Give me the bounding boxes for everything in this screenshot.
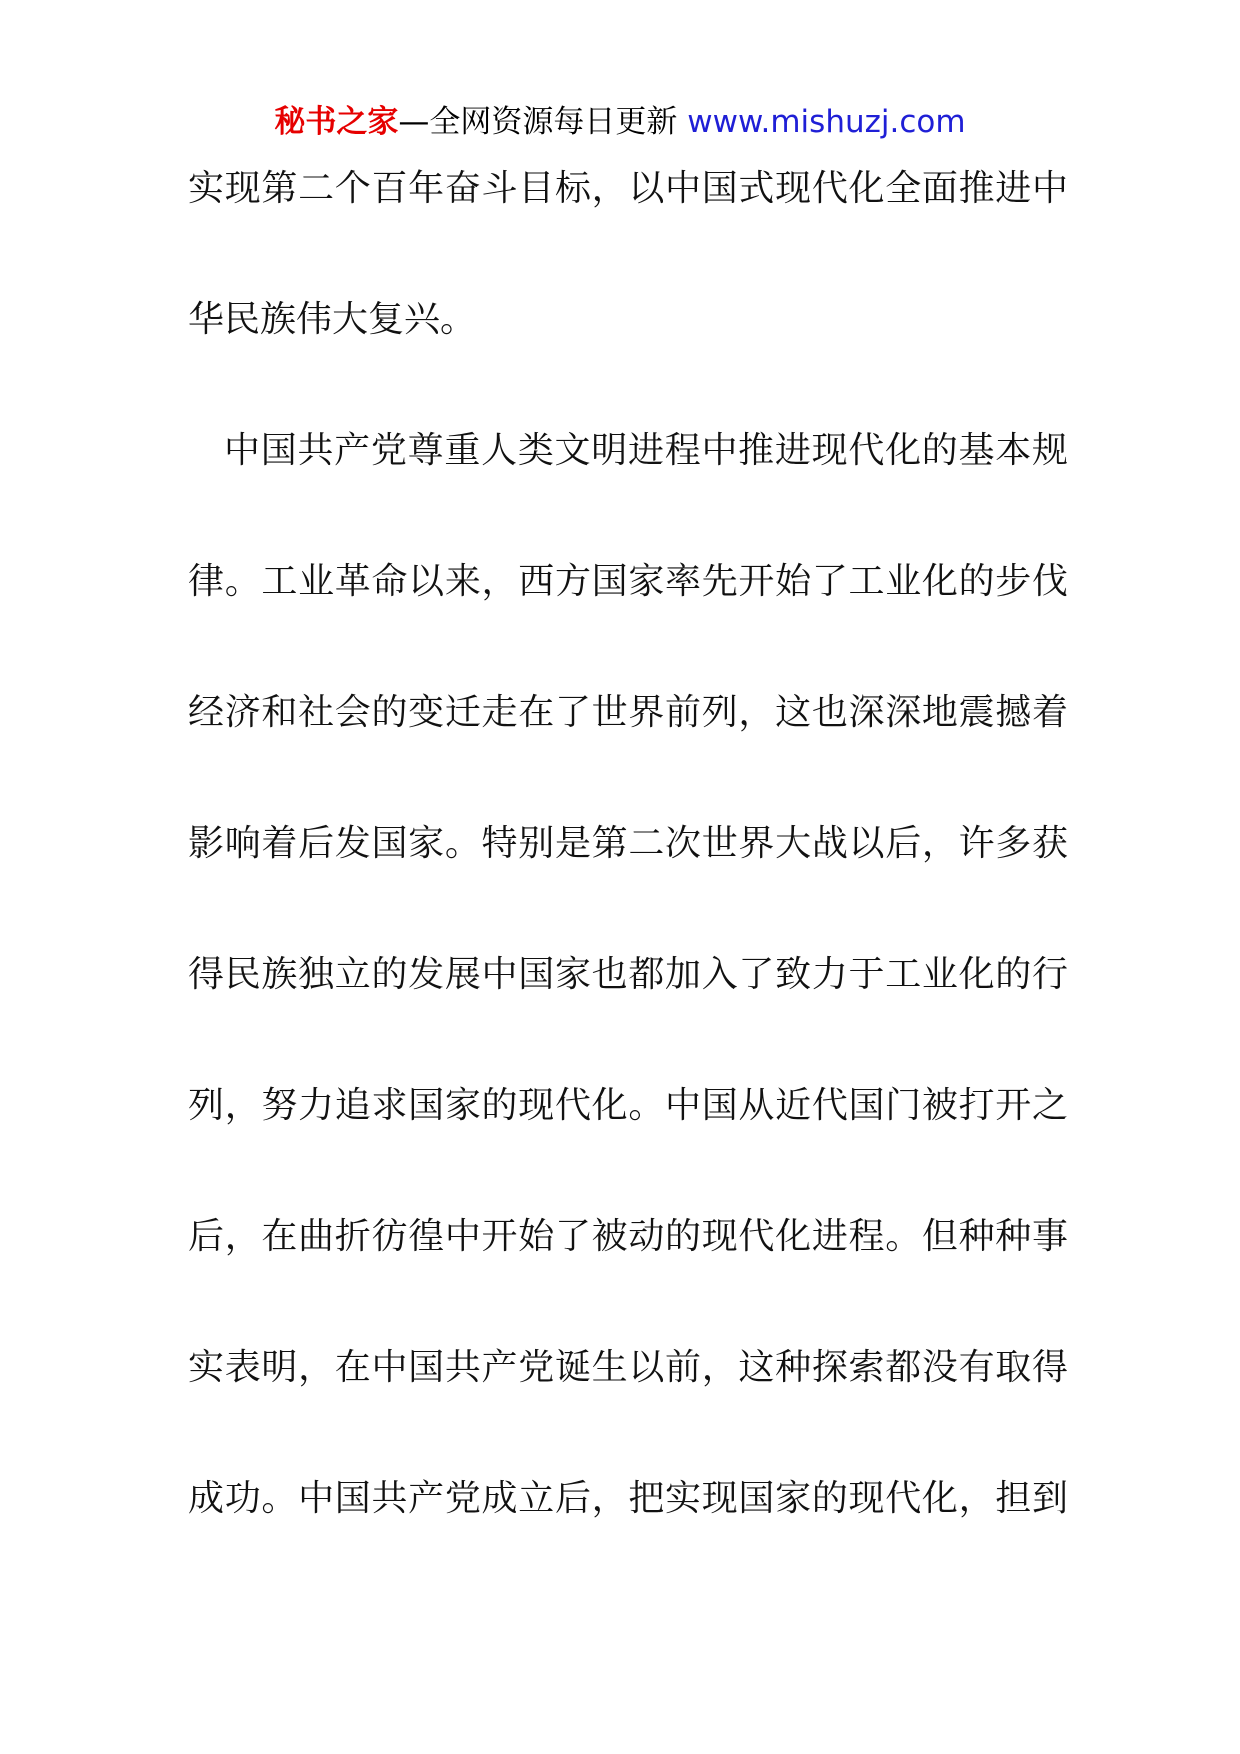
text-line: 得民族独立的发展中国家也都加入了致力于工业化的行	[188, 954, 1068, 995]
website-link[interactable]: www.mishuzj.com	[687, 104, 966, 140]
text-line: 律。工业革命以来，西方国家率先开始了工业化的步伐	[188, 561, 1068, 602]
text-line: 后，在曲折彷徨中开始了被动的现代化进程。但种种事	[188, 1216, 1068, 1257]
header-tagline: —全网资源每日更新	[398, 104, 678, 140]
text-line: 实表明，在中国共产党诞生以前，这种探索都没有取得	[188, 1347, 1068, 1388]
page-header	[0, 100, 1240, 144]
text-line: 中国共产党尊重人类文明进程中推进现代化的基本规	[224, 430, 1068, 471]
text-line: 成功。中国共产党成立后，把实现国家的现代化，担到	[188, 1478, 1068, 1519]
brand-name: 秘书之家	[274, 104, 399, 140]
document-body	[188, 163, 1068, 1604]
text-line: 经济和社会的变迁走在了世界前列，这也深深地震撼着	[188, 692, 1068, 733]
text-line: 华民族伟大复兴。	[188, 299, 477, 340]
text-line: 列，努力追求国家的现代化。中国从近代国门被打开之	[188, 1085, 1068, 1126]
text-line: 实现第二个百年奋斗目标，以中国式现代化全面推进中	[188, 168, 1068, 209]
text-line: 影响着后发国家。特别是第二次世界大战以后，许多获	[188, 823, 1068, 864]
